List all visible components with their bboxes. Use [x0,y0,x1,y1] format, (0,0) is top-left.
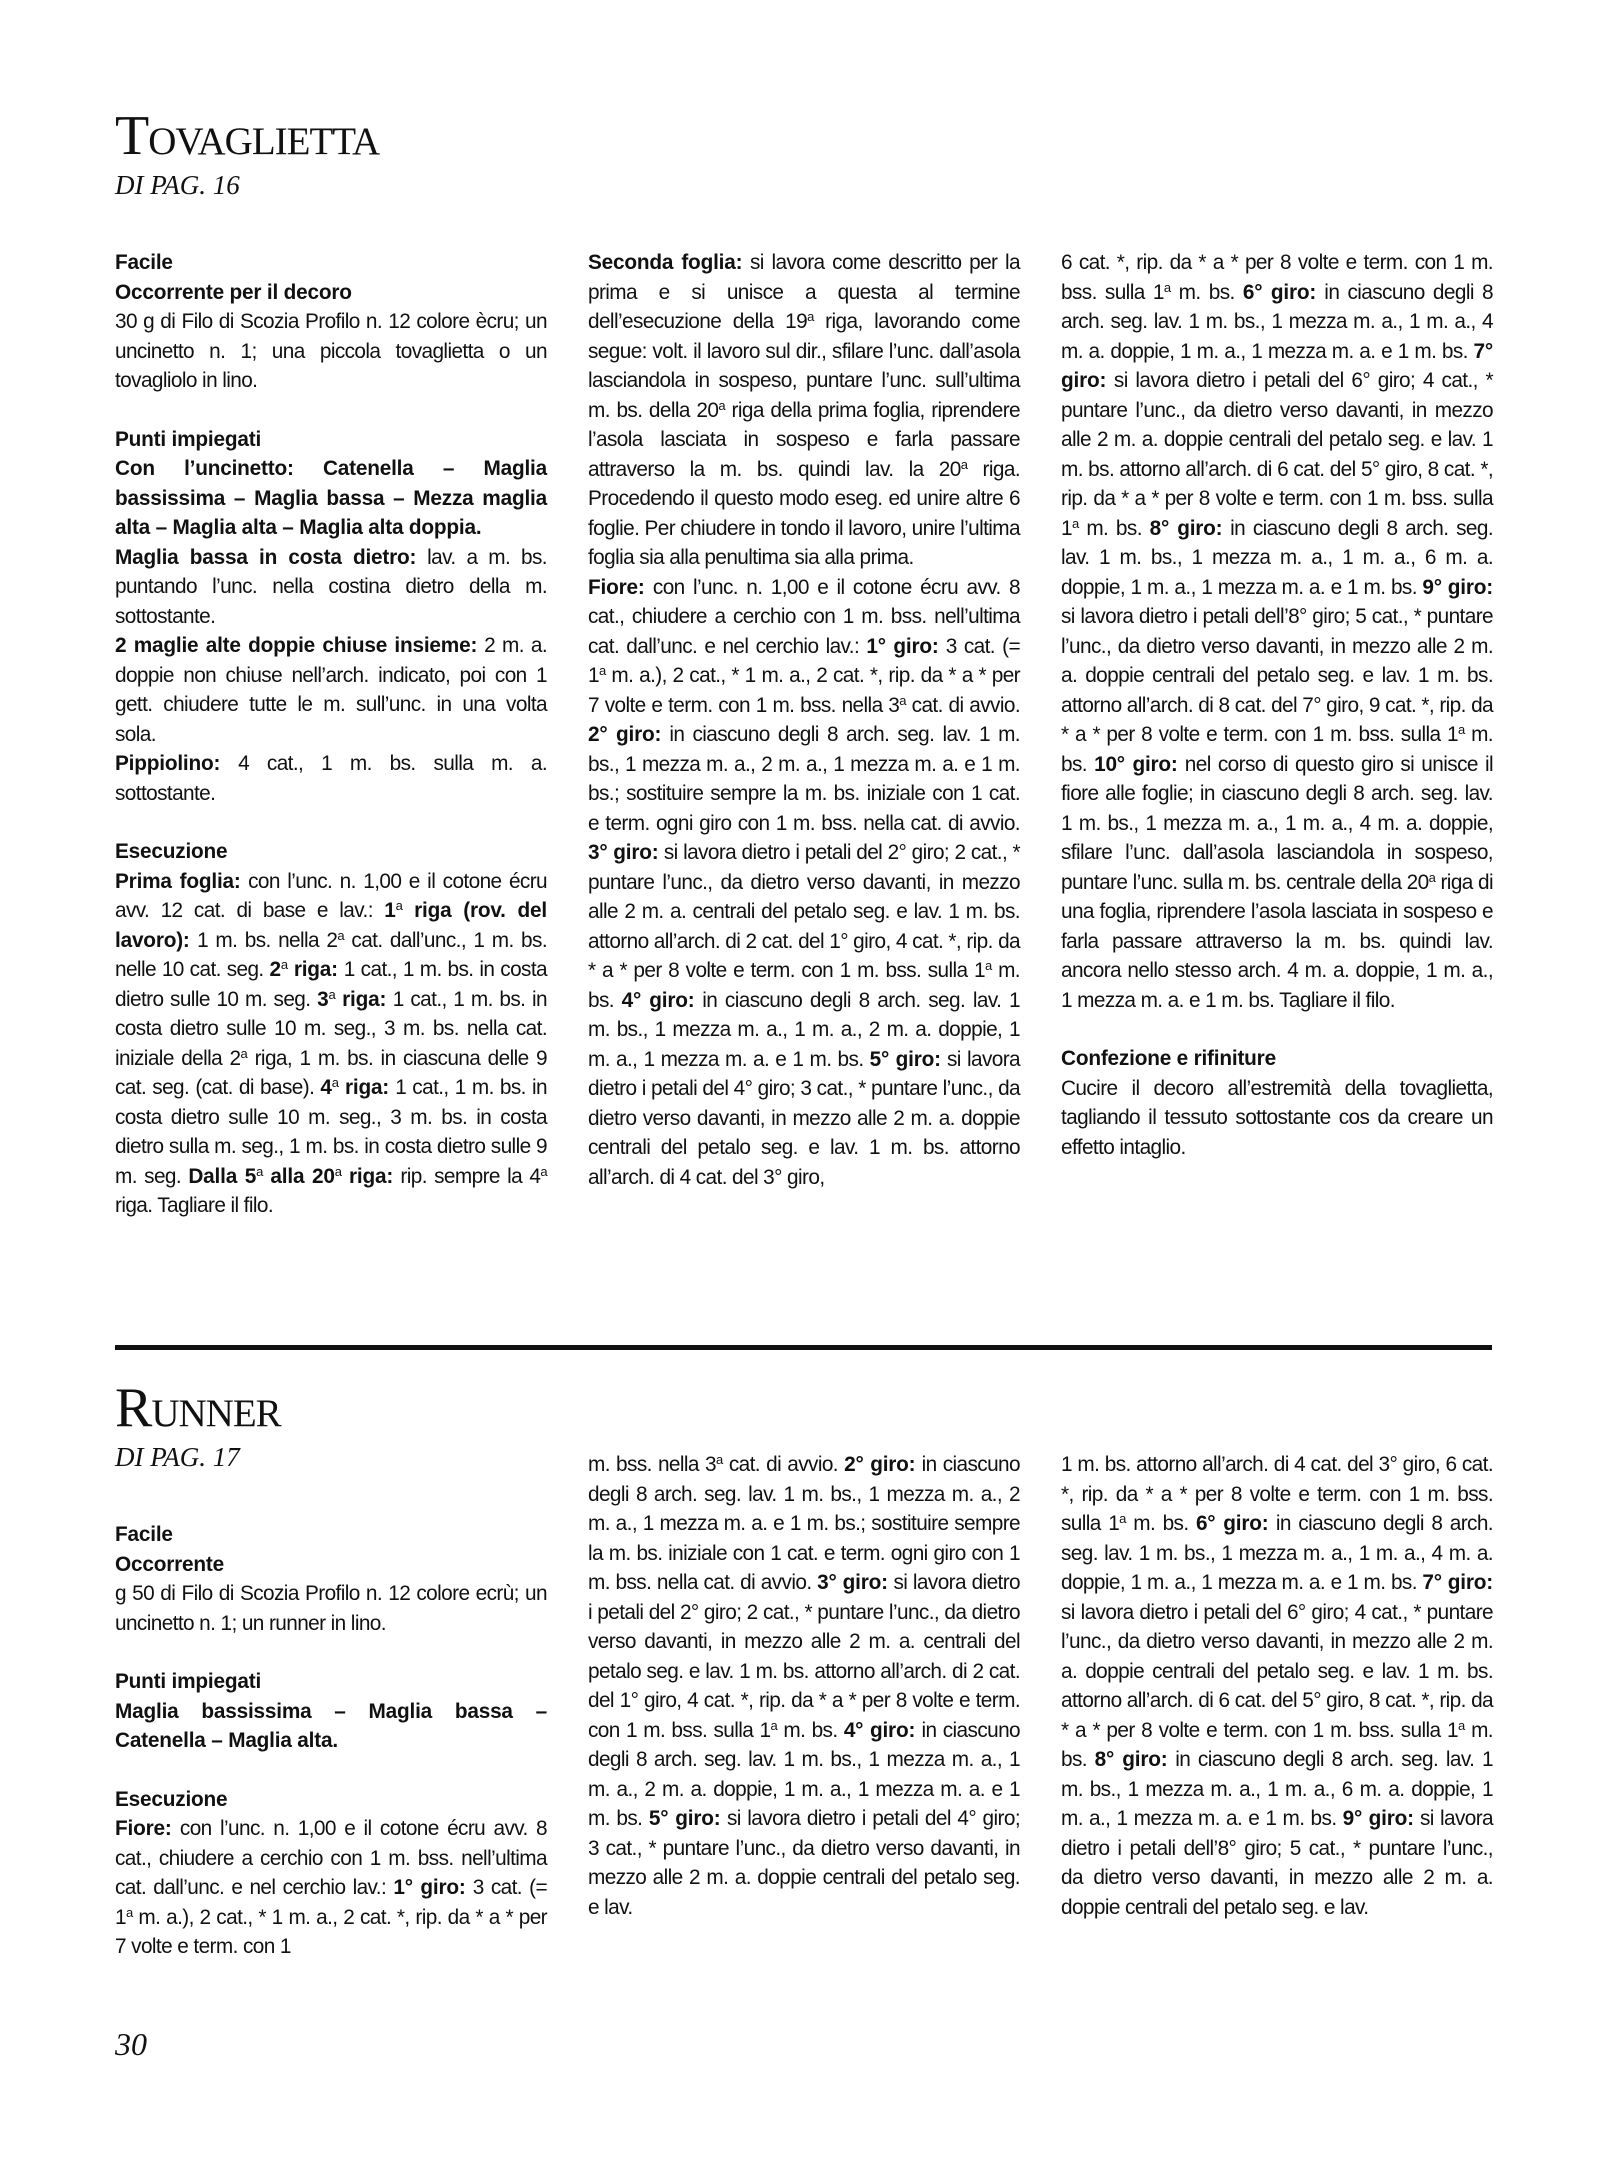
stitches-list: Con l’uncinetto: Catenella – Maglia bassissima – Maglia bassa – Mezza maglia alta – Maglia alta – Maglia alta doppia. [115,457,547,539]
ordinal-suffix: a [256,1163,263,1179]
step-text: in ciascuno degli 8 arch. seg. lav. 1 m. bs., 1 mezza m. a., 1 m. a., 2 m. a. doppie, 1 m. a., 1 mezza m. a. e 1 m. bs. [588,1718,1021,1830]
step-text: m. a.), 2 cat., * 1 m. a., 2 cat. *, rip. da * a * per 7 volte e term. con 1 m. bss. nella 3 [588,664,1020,717]
materials-heading: Occorrente [115,1552,224,1576]
ordinal-suffix: a [1119,1511,1126,1526]
paragraph-execution [115,837,547,1221]
step-term: riga: [341,1164,394,1188]
text-column-2 [588,1450,1020,1922]
step-text: 1 cat., 1 m. bs. in costa dietro sulle 10 m. seg., 3 m. bs. in costa dietro sulla m. seg., 1 m. bs. in costa dietro sulle 9 m. seg. [115,1076,547,1188]
round-term: 5° giro: [869,1047,941,1071]
step-text: con l’unc. n. 1,00 e il cotone écru avv. 8 cat., chiudere a cerchio con 1 m. bss. nell’ultima cat. dall’unc. e nel cerchio lav.: [588,575,1020,658]
ordinal-suffix: a [960,456,968,472]
step-text: in ciascuno degli 8 arch. seg. lav. 1 m. bs., 1 mezza m. a., 1 m. a., 2 m. a. doppie, 1 m. a., 1 mezza m. a. e 1 m. bs. [588,988,1020,1071]
stitches-heading: Punti impiegati [115,427,262,451]
step-text: 1 cat., 1 m. bs. in costa dietro sulle 10 m. seg., 3 m. bs. nella cat. iniziale della 2 [115,987,547,1070]
step-text: in ciascuno degli 8 arch. seg. lav. 1 m. bs., 1 mezza m. a., 1 m. a., 6 m. a. doppie, 1 m. a., 1 mezza m. a. e 1 m. bs. [1061,1748,1493,1830]
page-number: 30 [115,2026,147,2062]
round-term: 8° giro: [1149,516,1223,540]
step-term: Prima foglia: [115,869,241,893]
step-text: con l’unc. n. 1,00 e il cotone écru avv. 12 cat. di base e lav.: [115,869,548,922]
step-text: in ciascuno degli 8 arch. seg. lav. 1 m. bs., 1 mezza m. a., 1 m. a., 4 m. a. doppie, 1 m. a., 1 mezza m. a. e 1 m. bs. [1061,1512,1493,1594]
text-column-1 [115,1520,547,1962]
step-text: riga. Procedendo il questo modo eseg. ed unire altre 6 foglie. Per chiudere in tondo il lavoro, unire l’ultima foglia sia alla penultima sia alla prima. [588,457,1020,569]
stitch-desc: 4 cat., 1 m. bs. sulla m. a. sottostante. [115,752,547,805]
ordinal-suffix: a [1163,279,1171,295]
step-text: m. bs. [1125,1512,1196,1535]
stitches-heading: Punti impiegati [115,1670,262,1693]
step-term: riga: [338,1076,390,1099]
step-term: 1 [384,899,396,922]
round-term: 9° giro: [1342,1807,1414,1830]
step-text: 6 cat. *, rip. da * a * per 8 volte e term. con 1 m. bss. sulla 1 [1061,251,1493,304]
ordinal-suffix: a [334,1163,342,1179]
round-term: 1° giro: [393,1876,466,1899]
step-text: m. bs. [777,1718,844,1742]
paragraph-instructions [1061,248,1493,1015]
materials-heading: Occorrente per il decoro [115,280,352,304]
materials-text: g 50 di Filo di Scozia Profilo n. 12 colore ecrù; un uncinetto n. 1; un runner in lino. [115,1582,547,1635]
stitch-desc: lav. a m. bs. puntando l’unc. nella costina dietro della m. sottostante. [115,545,547,628]
execution-heading: Esecuzione [115,840,228,863]
paragraph-materials [115,248,547,396]
step-text: riga, lavorando come segue: volt. il lavoro sul dir., sfilare l’unc. dall’asola lasciandola in sospeso, puntare l’unc. sull’ultima m. bs. della 20 [588,310,1021,422]
step-text: m. bss. nella 3 [588,1453,717,1476]
paragraph-stitches [115,425,547,809]
page-reference: DI PAG. 16 [115,170,240,200]
execution-heading: Esecuzione [115,1787,228,1811]
step-text: 1 m. bs. nella 2 [189,928,338,952]
ordinal-suffix: a [331,1075,339,1090]
step-term: riga (rov. del lavoro): [115,899,547,952]
step-text: con l’unc. n. 1,00 e il cotone écru avv. 8 cat., chiudere a cerchio con 1 m. bss. nell’ultima cat. dall’unc. e nel cerchio lav.: [115,1817,547,1899]
ordinal-suffix: a [770,1717,778,1733]
step-text: nel corso di questo giro si unisce il fiore alle foglie; in ciascuno degli 8 arch. seg. lav. 1 m. bs., 1 mezza m. a., 1 m. a., 4 m. a. doppie, sfilare l’unc. dall’asola lasciandola in sospeso, puntare l’unc. sulla m. bs. centrale della 20 [1061,752,1493,894]
round-term: 6° giro: [1195,1512,1269,1535]
round-term: 4° giro: [843,1718,916,1742]
step-term: 4 [320,1076,332,1099]
step-text: m. bs. [1078,516,1150,540]
round-term: 3° giro: [817,1571,888,1594]
step-term: 2 [269,958,281,981]
step-text: m. bs. [588,959,1020,1012]
paragraph-finishing [1061,1044,1493,1162]
step-text: riga. Tagliare il filo. [115,1194,274,1217]
step-text: cat. dall’unc., 1 m. bs. nelle 10 cat. seg. [115,928,548,981]
step-text: rip. sempre la 4 [393,1164,541,1188]
difficulty-label: Facile [115,1523,173,1546]
ordinal-suffix: a [1457,1717,1465,1733]
step-text: 1 m. bs. attorno all’arch. di 4 cat. del 3° giro, 6 cat. *, rip. da * a * per 8 volte e term. con 1 m. bss. sulla 1 [1061,1453,1493,1535]
round-term: 1° giro: [866,634,939,658]
finishing-text: Cucire il decoro all’estremità della tovaglietta, tagliando il tessuto sottostante cos da creare un effetto intaglio. [1061,1076,1493,1159]
round-term: 5° giro: [648,1807,721,1830]
step-text: in ciascuno degli 8 arch. seg. lav. 1 m. bs., 1 mezza m. a., 1 m. a., 4 m. a. doppie, 1 m. a., 1 mezza m. a. e 1 m. bs. [1061,280,1493,363]
round-term: 2° giro: [844,1453,916,1476]
ordinal-suffix: a [328,986,336,1002]
round-term: 6° giro: [1242,280,1317,304]
paragraph-execution [115,1785,547,1962]
step-text: 3 cat. (= 1 [588,634,1021,687]
step-text: in ciascuno degli 8 arch. seg. lav. 1 m. bs., 1 mezza m. a., 2 m. a., 1 mezza m. a. e 1 m. bs.; sostituire sempre la m. bs. iniziale con 1 cat. e term. ogni giro con 1 m. bss. nella cat. di avvio. [588,1453,1020,1594]
step-term: alla 20 [262,1164,335,1188]
step-text: si lavora dietro i petali del 4° giro; 3 cat., * puntare l’unc., da dietro verso davanti, in mezzo alle 2 m. a. doppie centrali del petalo seg. e lav. 1 m. bs. attorno all’arch. di 4 cat. del 3° giro, [588,1047,1021,1189]
paragraph-stitches [115,1667,547,1756]
stitch-desc: 2 m. a. doppie non chiuse nell’arch. indicato, poi con 1 gett. chiudere tutte le m. sull’unc. in una volta sola. [115,634,548,746]
step-text: 1 cat., 1 m. bs. in costa dietro sulle 10 m. seg. [115,958,547,1011]
step-text: si lavora dietro i petali del 6° giro; 4 cat., * puntare l’unc., da dietro verso davanti, in mezzo alle 2 m. a. doppie centrali del petalo seg. e lav. 1 m. bs. attorno all’arch. di 6 cat. del 5° giro, 8 cat. *, rip. da * a * per 8 volte e term. con 1 m. bss. sulla 1 [1061,1600,1493,1742]
step-text: riga di una foglia, riprendere l’asola lasciata in sospeso e farla passare attraverso la m. bs. quindi lav. ancora nello stesso arch. 4 m. a. doppie, 1 m. a., 1 mezza m. a. e 1 m. bs. Tagliare il filo. [1061,870,1493,1012]
text-column-2 [588,248,1020,1192]
round-term: 8° giro: [1094,1748,1168,1771]
step-text: m. bs. [1061,1718,1493,1771]
stitches-list: Maglia bassissima – Maglia bassa – Catenella – Maglia alta. [115,1699,547,1752]
finishing-heading: Confezione e rifiniture [1061,1047,1276,1070]
round-term: 2° giro: [588,723,662,746]
paragraph-materials [115,1520,547,1638]
section-title: Tovaglietta [115,105,380,167]
ordinal-suffix: a [718,397,725,413]
text-column-3 [1061,1450,1493,1922]
stitch-term: Pippiolino: [115,752,221,775]
round-term: 4° giro: [621,988,695,1012]
ordinal-suffix: a [598,663,606,678]
ordinal-suffix: a [337,927,345,943]
ordinal-suffix: a [807,309,814,324]
ordinal-suffix: a [899,692,906,708]
round-term: 10° giro: [1094,752,1178,776]
ordinal-suffix: a [1457,722,1465,737]
section-title: Runner [115,1377,281,1439]
text-column-3 [1061,248,1493,1162]
step-term: Fiore: [115,1817,172,1840]
step-term: Fiore: [588,575,645,599]
ordinal-suffix: a [395,898,403,913]
step-text: in ciascuno degli 8 arch. seg. lav. 1 m. bs., 1 mezza m. a., 2 m. a., 1 mezza m. a. e 1 m. bs.; sostituire sempre la m. bs. iniziale con 1 cat. e term. ogni giro con 1 m. bss. nella cat. di avvio. [588,723,1020,835]
ordinal-suffix: a [1071,515,1079,531]
paragraph-instructions [588,248,1020,1192]
step-text: si lavora dietro i petali del 2° giro; 2 cat., * puntare l’unc., da dietro verso davanti, in mezzo alle 2 m. a. centrali del petalo seg. e lav. 1 m. bs. attorno all’arch. di 2 cat. del 1° giro, 4 cat. *, rip. da * a * per 8 volte e term. con 1 m. bss. sulla 1 [588,841,1021,982]
section-runner [115,1377,1494,1958]
round-term: 9° giro: [1422,575,1494,599]
step-term: riga: [287,958,338,981]
materials-text: 30 g di Filo di Scozia Profilo n. 12 colore ècru; un uncinetto n. 1; una piccola tovaglietta o un tovagliolo in lino. [115,310,547,392]
stitch-term: 2 maglie alte doppie chiuse insieme: [115,634,478,657]
step-text: 3 cat. (= 1 [115,1876,548,1929]
step-term: riga: [335,987,387,1011]
step-text: in ciascuno degli 8 arch. seg. lav. 1 m. bs., 1 mezza m. a., 1 m. a., 6 m. a. doppie, 1 m. a., 1 mezza m. a. e 1 m. bs. [1061,516,1493,599]
step-term: Seconda foglia: [588,251,743,274]
paragraph-instructions [588,1450,1020,1922]
step-text: m. bs. [1061,723,1493,776]
ordinal-suffix: a [716,1452,723,1467]
step-text: cat. di avvio. [905,693,1020,717]
step-text: si lavora dietro i petali dell’8° giro; 5 cat., * puntare l’unc., da dietro verso davanti, in mezzo alle 2 m. a. doppie centrali del petalo seg. e lav. [1061,1807,1494,1919]
ordinal-suffix: a [240,1045,248,1061]
round-term: 7° giro: [1422,1571,1494,1594]
difficulty-label: Facile [115,251,173,274]
ordinal-suffix: a [1428,869,1436,885]
ordinal-suffix: a [280,957,288,972]
page-reference: DI PAG. 17 [115,1442,240,1472]
ordinal-suffix: a [125,1904,133,1920]
text-column-1 [115,248,547,1221]
step-text: si lavora dietro i petali del 6° giro; 4 cat., * puntare l’unc., da dietro verso davanti, in mezzo alle 2 m. a. doppie centrali del petalo seg. e lav. 1 m. bs. attorno all’arch. di 6 cat. del 5° giro, 8 cat. *, rip. da * a * per 8 volte e term. con 1 m. bss. sulla 1 [1061,369,1493,540]
section-tovaglietta [115,105,1494,1217]
step-text: riga della prima foglia, riprendere l’asola lasciata in sospeso e farla passare attraverso la m. bs. quindi lav. la 20 [588,398,1020,481]
step-text: si lavora come descritto per la prima e si unisce a questa al termine dell’esecuzione della 19 [588,251,1021,333]
step-text: si lavora dietro i petali del 2° giro; 2 cat., * puntare l’unc., da dietro verso davanti, in mezzo alle 2 m. a. centrali del petalo seg. e lav. 1 m. bs. attorno all’arch. di 2 cat. del 1° giro, 4 cat. *, rip. da * a * per 8 volte e term. con 1 m. bss. sulla 1 [588,1571,1021,1742]
step-text: m. bs. [1170,280,1243,304]
step-text: riga, 1 m. bs. in ciascuna delle 9 cat. seg. (cat. di base). [115,1046,547,1099]
step-term: 3 [317,987,329,1011]
step-text: si lavora dietro i petali dell’8° giro; 5 cat., * puntare l’unc., da dietro verso davanti, in mezzo alle 2 m. a. doppie centrali del petalo seg. e lav. 1 m. bs. attorno all’arch. di 8 cat. del 7° giro, 9 cat. *, rip. da * a * per 8 volte e term. con 1 m. bss. sulla 1 [1061,605,1493,746]
round-term: 7° giro: [1061,339,1493,392]
ordinal-suffix: a [540,1163,548,1179]
step-term: Dalla 5 [188,1164,257,1188]
step-text: m. a.), 2 cat., * 1 m. a., 2 cat. *, rip. da * a * per 7 volte e term. con 1 [115,1905,547,1958]
section-divider [115,1345,1492,1350]
step-text: si lavora dietro i petali del 4° giro; 3 cat., * puntare l’unc., da dietro verso davanti, in mezzo alle 2 m. a. doppie centrali del petalo seg. e lav. [588,1807,1020,1919]
round-term: 3° giro: [588,841,659,864]
ordinal-suffix: a [984,958,992,973]
step-text: cat. di avvio. [722,1453,845,1476]
paragraph-instructions [1061,1450,1493,1922]
stitch-term: Maglia bassa in costa dietro: [115,545,417,569]
